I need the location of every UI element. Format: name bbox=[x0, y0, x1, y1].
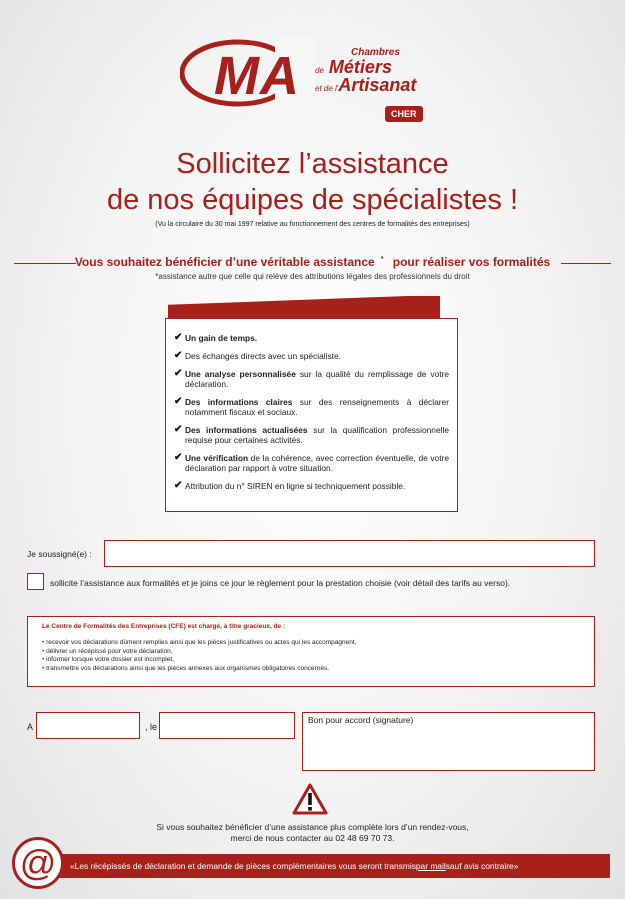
list-item: • délivrer un récépissé pour votre déclaration, bbox=[42, 648, 580, 657]
footnote: *assistance autre que celle qui relève des attributions légales des professionnels du droit bbox=[155, 272, 470, 281]
email-link: par mail bbox=[415, 861, 446, 871]
help-line-2: merci de nous contacter au 02 48 69 70 73. bbox=[230, 833, 395, 843]
benefits-tab-decoration bbox=[168, 296, 440, 318]
benefit-item: ✔ Des informations actualisées sur la qualification professionnelle requise pour certaines activités. bbox=[174, 424, 449, 445]
place-label: A bbox=[27, 722, 34, 732]
warning-icon bbox=[292, 783, 328, 815]
benefit-item: ✔ Attribution du n° SIREN en ligne si techniquement possible. bbox=[174, 480, 406, 491]
assistance-checkbox[interactable] bbox=[27, 573, 44, 590]
help-line-1: Si vous souhaitez bénéficier d’une assistance plus complète lors d’un rendez-vous, bbox=[156, 822, 469, 832]
check-icon: ✔ bbox=[174, 424, 183, 435]
logo-line-3: et de l'Artisanat bbox=[315, 75, 417, 95]
date-label: , le bbox=[145, 722, 158, 732]
email-notice-banner: «Les récépissés de déclaration et demande de pièces complémentaires vous seront transmis par mail sauf avis contraire» bbox=[40, 854, 610, 878]
cma-logo-text bbox=[315, 48, 416, 94]
check-icon: ✔ bbox=[174, 480, 183, 491]
solicit-text: sollicite l’assistance aux formalités et je joins ce jour le règlement pour la prestation choisie (voir détail des tarifs au verso). bbox=[50, 578, 511, 588]
check-icon: ✔ bbox=[174, 396, 183, 407]
benefit-item: ✔ Des échanges directs avec un spécialiste. bbox=[174, 350, 341, 361]
list-item: • transmettre vos déclarations ainsi que les pièces annexes aux organismes obligatoires concernés. bbox=[42, 665, 580, 674]
region-badge: CHER bbox=[385, 106, 423, 122]
date-field[interactable] bbox=[159, 712, 295, 739]
benefit-item: ✔ Des informations claires sur des renseignements à déclarer notamment fiscaux et sociaux. bbox=[174, 396, 449, 417]
svg-text:A: A bbox=[260, 46, 299, 106]
signature-field[interactable] bbox=[302, 712, 595, 771]
logo-line-1: Chambres bbox=[351, 47, 400, 58]
subheading: Vous souhaitez bénéficier d’une véritable assistance * pour réaliser vos formalités bbox=[74, 255, 551, 269]
je-soussigne-label: Je soussigné(e) : bbox=[27, 549, 92, 559]
title-line-1: Sollicitez l’assistance bbox=[176, 148, 449, 180]
cma-logo-mark bbox=[180, 38, 315, 108]
cfe-title: Le Centre de Formalités des Entreprises (CFE) est chargé, à titre gracieux, de : bbox=[42, 623, 286, 630]
place-field[interactable] bbox=[36, 712, 140, 739]
at-sign-icon: @ bbox=[12, 837, 64, 889]
name-field[interactable] bbox=[104, 540, 595, 567]
list-item: • recevoir vos déclarations dûment remplies ainsi que les pièces justificatives ou actes qui les accompagnent, bbox=[42, 639, 580, 648]
circular-reference: (Vu la circulaire du 30 mai 1997 relative au fonctionnement des centres de formalités des entreprises) bbox=[155, 221, 470, 228]
subheading-row bbox=[14, 255, 611, 273]
page-title bbox=[0, 146, 625, 218]
list-item: • informer lorsque votre dossier est incomplet, bbox=[42, 656, 580, 665]
check-icon: ✔ bbox=[174, 332, 183, 343]
cfe-info-box bbox=[27, 616, 595, 687]
contact-help bbox=[0, 822, 625, 844]
benefits-box bbox=[165, 318, 458, 512]
check-icon: ✔ bbox=[174, 368, 183, 379]
check-icon: ✔ bbox=[174, 452, 183, 463]
svg-text:M: M bbox=[214, 46, 259, 106]
signature-label: Bon pour accord (signature) bbox=[308, 715, 414, 725]
benefit-item: ✔ Un gain de temps. bbox=[174, 332, 258, 343]
benefit-item: ✔ Une analyse personnalisée sur la qualité du remplissage de votre déclaration. bbox=[174, 368, 449, 389]
logo-line-2: de Métiers bbox=[315, 57, 392, 77]
check-icon: ✔ bbox=[174, 350, 183, 361]
cma-logo bbox=[180, 38, 450, 128]
benefit-item: ✔ Une vérification de la cohérence, avec correction éventuelle, de votre déclaration par rapport à votre situation. bbox=[174, 452, 449, 473]
title-line-2: de nos équipes de spécialistes ! bbox=[106, 184, 519, 216]
